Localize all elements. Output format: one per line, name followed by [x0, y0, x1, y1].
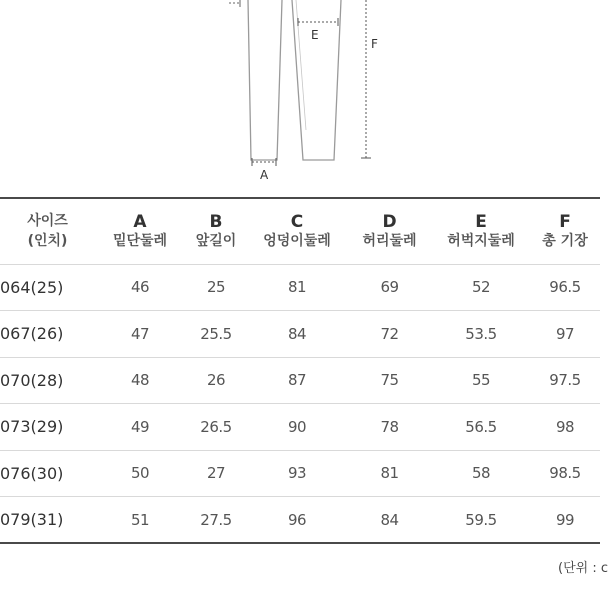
value-cell: 90 [287, 417, 307, 436]
value-cell: 27 [206, 464, 226, 483]
table-row [0, 357, 600, 404]
hem-dimension-label: A [260, 168, 269, 182]
size-chart-table [0, 197, 600, 544]
value-cell: 97 [555, 324, 575, 343]
column-name: 밑단둘레 [112, 232, 168, 249]
column-header [247, 198, 347, 264]
column-letter: B [209, 211, 223, 232]
pants-measurement-diagram [0, 0, 600, 200]
column-header [185, 198, 247, 264]
value-cell: 47 [130, 324, 150, 343]
column-header [432, 198, 530, 264]
value-cell: 78 [380, 417, 399, 436]
pants-right-leg [292, 0, 341, 160]
column-letter: F [559, 211, 571, 232]
value-cell: 93 [287, 464, 307, 483]
length-dimension-label: F [371, 37, 378, 51]
value-cell: 72 [380, 324, 399, 343]
value-cell: 48 [130, 371, 150, 390]
value-cell: 27.5 [200, 510, 232, 529]
value-cell: 25.5 [200, 324, 232, 343]
value-cell: 81 [287, 278, 307, 297]
value-cell: 69 [380, 278, 399, 297]
size-cell: 079(31) [0, 510, 64, 529]
value-cell: 55 [471, 371, 491, 390]
value-cell: 51 [130, 510, 150, 529]
column-name: 허벅지둘레 [447, 232, 515, 249]
value-cell: 53.5 [465, 324, 497, 343]
value-cell: 49 [130, 417, 150, 436]
value-cell: 84 [287, 324, 307, 343]
size-header-label: 사이즈 [27, 213, 68, 230]
unit-note: (단위 : c [558, 561, 608, 576]
column-name: 앞길이 [195, 232, 237, 249]
size-cell: 067(26) [0, 324, 64, 344]
table-row [0, 450, 600, 497]
column-name: 총 기장 [542, 232, 588, 249]
column-header [530, 198, 600, 264]
thigh-dimension-label: E [311, 28, 319, 42]
column-name: 허리둘레 [362, 232, 417, 249]
value-cell: 56.5 [465, 417, 497, 436]
value-cell: 59.5 [465, 510, 497, 529]
column-header [95, 198, 185, 264]
value-cell: 50 [130, 464, 150, 483]
value-cell: 58 [471, 464, 491, 483]
size-header-unit: (인치) [27, 233, 68, 250]
pants-left-leg [248, 0, 282, 160]
value-cell: 96 [287, 510, 307, 529]
value-cell: 25 [206, 278, 226, 297]
value-cell: 96.5 [549, 278, 581, 297]
table-row [0, 264, 600, 311]
size-cell: 073(29) [0, 417, 64, 437]
size-cell: 076(30) [0, 463, 64, 483]
table-row [0, 404, 600, 451]
column-letter: E [475, 211, 487, 232]
column-name: 엉덩이둘레 [263, 232, 331, 249]
value-cell: 46 [130, 278, 150, 297]
column-letter: D [382, 211, 397, 232]
column-header [347, 198, 432, 264]
value-cell: 75 [380, 371, 399, 390]
table-row [0, 311, 600, 358]
value-cell: 52 [471, 278, 491, 297]
value-cell: 87 [287, 371, 307, 390]
value-cell: 81 [380, 464, 399, 483]
value-cell: 84 [380, 510, 399, 529]
value-cell: 97.5 [549, 371, 581, 390]
size-cell: 064(25) [0, 277, 64, 297]
size-column-header [0, 198, 95, 264]
table-header-row [0, 198, 600, 264]
value-cell: 98.5 [549, 464, 581, 483]
table-row [0, 497, 600, 544]
value-cell: 98 [555, 417, 575, 436]
value-cell: 26.5 [200, 417, 232, 436]
column-letter: A [133, 211, 147, 232]
value-cell: 26 [206, 371, 226, 390]
column-letter: C [290, 211, 304, 232]
size-cell: 070(28) [0, 370, 64, 390]
value-cell: 99 [555, 510, 575, 529]
